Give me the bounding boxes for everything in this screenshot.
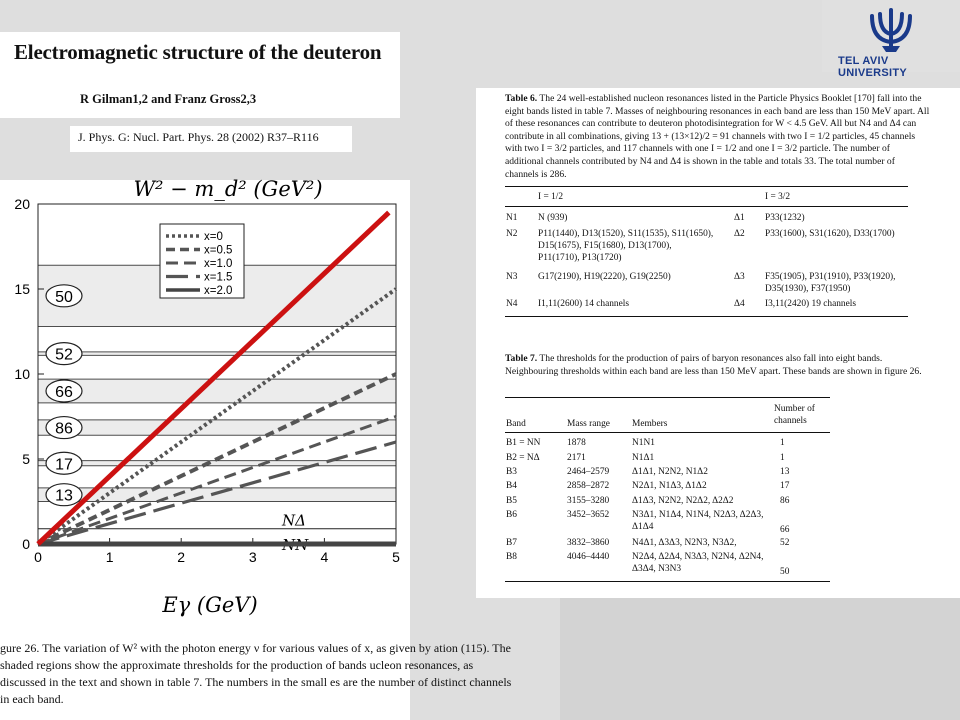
table7-top-rule bbox=[505, 397, 830, 398]
table7-header-rule bbox=[505, 432, 830, 433]
table6-cell: N4 bbox=[506, 299, 518, 309]
band-label: 66 bbox=[55, 384, 73, 401]
table7-cell: 50 bbox=[780, 567, 790, 577]
table6-cell: Δ2 bbox=[734, 229, 745, 239]
table7-caption bbox=[505, 353, 930, 378]
threshold-band bbox=[38, 420, 396, 435]
table7-cell: 17 bbox=[780, 481, 790, 491]
table7-cell: Δ1Δ3, N2N2, N2Δ2, Δ2Δ2 bbox=[632, 496, 734, 506]
table7-cell: N2Δ1, N1Δ3, Δ1Δ2 bbox=[632, 481, 707, 491]
table6-col-left: I = 1/2 bbox=[538, 192, 564, 202]
band-label: 52 bbox=[55, 346, 73, 364]
threshold-band bbox=[38, 461, 396, 466]
y-tick-label: 10 bbox=[14, 366, 30, 382]
table7-cell: 1 bbox=[780, 453, 785, 463]
table7-cell: B7 bbox=[506, 538, 517, 548]
table6-cell: I3,11(2420) 19 channels bbox=[765, 299, 857, 309]
table7-cell: N1Δ1 bbox=[632, 453, 655, 463]
table7-bottom-rule bbox=[505, 581, 830, 582]
table6-caption-text: The 24 well-established nucleon resonances listed in the Particle Physics Booklet [170] fall into the eight bands listed in table 7. Masses of neighbouring resonances in each band are less than 150 MeV apart. All of these resonances can contribute to deuteron photodisintegration for W < 4.5 GeV. All but N4 and Δ4 can contribute in all combinations, giving 13 + (13×12)/2 = 91 channels with two I = 1/2 particles, 45 channels with two I = 3/2 particles, and 117 channels with one I = 1/2 and one I = 3/2 particle. The number of additional channels contributed by N4 and Δ4 is shown in the table and totals 33. The total number of channels is 286. bbox=[505, 93, 930, 180]
table7-cell: B4 bbox=[506, 481, 517, 491]
x-tick-label: 4 bbox=[320, 549, 329, 565]
table7-cell: 3832–3860 bbox=[567, 538, 610, 548]
table7-cell: 2171 bbox=[567, 453, 586, 463]
table6-cell: Δ1 bbox=[734, 213, 745, 223]
table7-cell: N4Δ1, Δ3Δ3, N2N3, N3Δ2, bbox=[632, 538, 737, 548]
table7-cell: 1 bbox=[780, 438, 785, 448]
table6-cell: I1,11(2600) 14 channels bbox=[538, 299, 630, 309]
table6-cell: P33(1600), S31(1620), D33(1700) bbox=[765, 229, 895, 239]
table7-caption-text: The thresholds for the production of pairs of baryon resonances also fall into eight bands. Neighbouring thresholds within each band are less than 150 MeV apart. These bands are shown in figure 26. bbox=[505, 353, 922, 377]
table6-cell: N2 bbox=[506, 229, 518, 239]
legend-label: x=2.0 bbox=[204, 285, 233, 297]
table7-header: Band bbox=[506, 419, 526, 429]
x-tick-label: 3 bbox=[248, 549, 257, 565]
legend-label: x=1.0 bbox=[204, 258, 233, 270]
table6-cell: N1 bbox=[506, 213, 518, 223]
legend-label: x=0 bbox=[204, 231, 223, 243]
x-tick-label: 5 bbox=[392, 549, 400, 565]
table7-label: Table 7. bbox=[505, 353, 538, 364]
x-tick-label: 2 bbox=[177, 549, 186, 565]
band-label: 13 bbox=[55, 487, 73, 505]
table6-cell: P11(1440), D13(1520), S11(1535), S11(1650), D15(1675), F15(1680), D13(1700), P11(1710), P13(1720) bbox=[538, 229, 714, 263]
table6-cell: F35(1905), P31(1910), P33(1920), D35(1930), F37(1950) bbox=[765, 272, 896, 294]
table6-bottom-rule bbox=[505, 316, 908, 317]
university-name: TEL AVIV UNIVERSITY bbox=[838, 55, 908, 79]
table7-header: Mass range bbox=[567, 419, 610, 429]
table7-header: Number of channels bbox=[774, 404, 815, 426]
table7-cell: N2Δ4, Δ2Δ4, N3Δ3, N2N4, Δ2N4, Δ3Δ4, N3N3 bbox=[632, 552, 764, 574]
band-label: 86 bbox=[55, 420, 73, 438]
band-label: 50 bbox=[55, 288, 73, 306]
background-block bbox=[560, 598, 960, 720]
table6-cell: N3 bbox=[506, 272, 518, 282]
table7-cell: 2464–2579 bbox=[567, 467, 610, 477]
table7-cell: 3155–3280 bbox=[567, 496, 610, 506]
table6-label: Table 6. bbox=[505, 93, 538, 104]
band-label: 17 bbox=[55, 456, 73, 474]
paper-authors: R Gilman1,2 and Franz Gross2,3 bbox=[80, 92, 257, 106]
legend-label: x=1.5 bbox=[204, 271, 233, 284]
y-tick-label: 0 bbox=[22, 536, 30, 552]
figure-caption: gure 26. The variation of W² with the photon energy ν for various values of x, as given by ation (115). The shaded regions show the approximate thresholds for the production of bands ucleon resonances, as discussed in the text and shown in table 7. The numbers in the small es are the number of distinct channels in each band. bbox=[0, 641, 512, 706]
threshold-label: NΔ bbox=[282, 511, 306, 530]
table7-cell: B2 = NΔ bbox=[506, 453, 540, 463]
table7-cell: B5 bbox=[506, 496, 517, 506]
legend-label: x=0.5 bbox=[204, 244, 233, 257]
x-tick-label: 0 bbox=[34, 549, 42, 565]
table6-cell: G17(2190), H19(2220), G19(2250) bbox=[538, 272, 671, 282]
table7-cell: 3452–3652 bbox=[567, 510, 610, 520]
table7-cell: N1N1 bbox=[632, 438, 655, 448]
figure-26-chart bbox=[0, 166, 410, 626]
table6-top-rule bbox=[505, 186, 908, 187]
y-tick-label: 5 bbox=[22, 451, 30, 467]
threshold-label: NN bbox=[282, 536, 309, 554]
x-axis-label: Eγ (GeV) bbox=[162, 593, 258, 617]
y-tick-label: 20 bbox=[14, 196, 30, 212]
y-axis-label: W² − m_d² (GeV²) bbox=[133, 177, 323, 201]
table7-cell: 52 bbox=[780, 538, 790, 548]
table6-cell: N (939) bbox=[538, 213, 568, 223]
table7-cell: 1878 bbox=[567, 438, 586, 448]
table7-cell: 13 bbox=[780, 467, 790, 477]
table7-header: Members bbox=[632, 419, 668, 429]
table6-col-right: I = 3/2 bbox=[765, 192, 791, 202]
series-line bbox=[38, 417, 396, 545]
threshold-band bbox=[38, 352, 396, 355]
table7-cell: B8 bbox=[506, 552, 517, 562]
table7-cell: Δ1Δ1, N2N2, N1Δ2 bbox=[632, 467, 708, 477]
journal-reference: J. Phys. G: Nucl. Part. Phys. 28 (2002) R37–R116 bbox=[78, 130, 319, 144]
table6-cell: P33(1232) bbox=[765, 213, 805, 223]
x-tick-label: 1 bbox=[105, 549, 114, 565]
table6-caption bbox=[505, 93, 930, 181]
table6-header-rule bbox=[505, 206, 908, 207]
table7-cell: B6 bbox=[506, 510, 517, 520]
paper-title: Electromagnetic structure of the deuteron bbox=[14, 40, 382, 64]
table7-cell: N3Δ1, N1Δ4, N1N4, N2Δ3, Δ2Δ3, Δ1Δ4 bbox=[632, 510, 764, 532]
table6-cell: Δ4 bbox=[734, 299, 745, 309]
table7-cell: 2858–2872 bbox=[567, 481, 610, 491]
table6-cell: Δ3 bbox=[734, 272, 745, 282]
table7-cell: B1 = NN bbox=[506, 438, 541, 448]
table7-cell: B3 bbox=[506, 467, 517, 477]
series-line bbox=[38, 289, 396, 544]
table7-cell: 66 bbox=[780, 525, 790, 535]
y-tick-label: 15 bbox=[14, 281, 30, 297]
table7-cell: 86 bbox=[780, 496, 790, 506]
table7-cell: 4046–4440 bbox=[567, 552, 610, 562]
